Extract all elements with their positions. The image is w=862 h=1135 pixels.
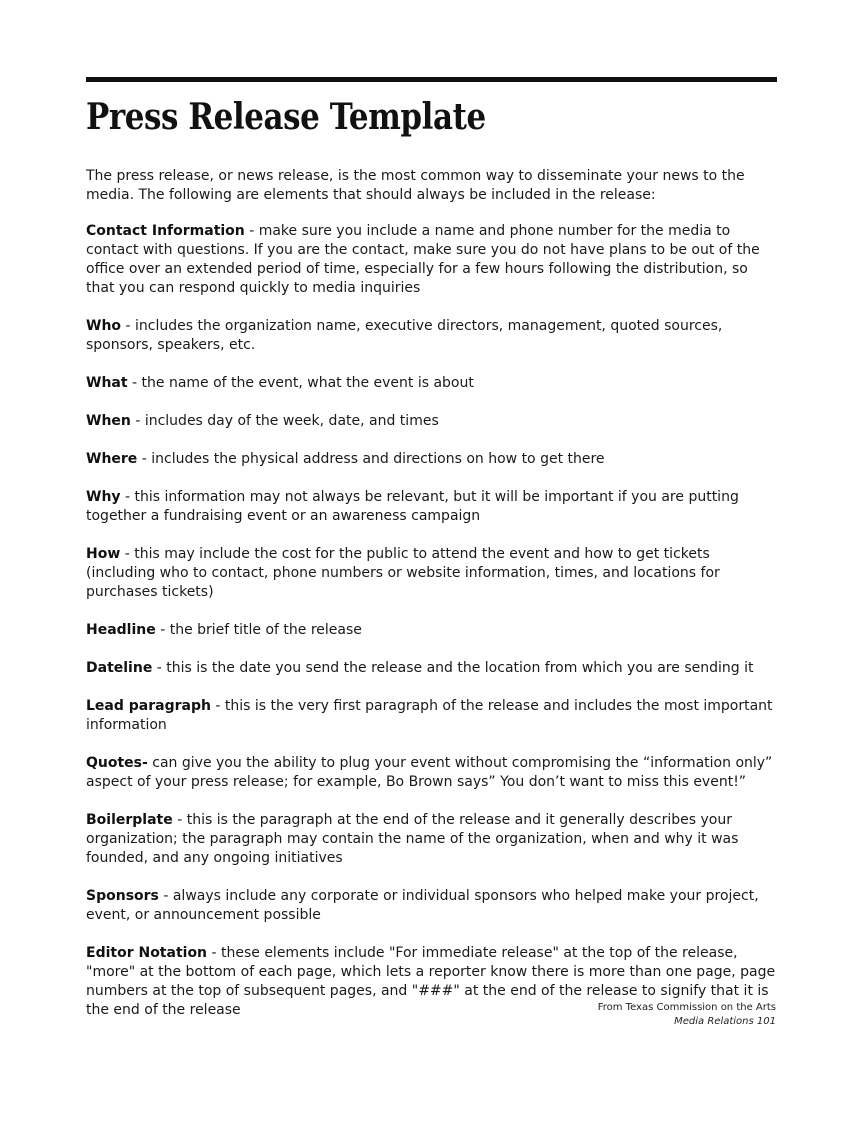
- list-item: [86, 754, 780, 792]
- list-item: [86, 450, 780, 469]
- item-description: includes day of the week, date, and times: [144, 413, 439, 429]
- item-separator: -: [152, 660, 167, 676]
- source-credit: [598, 1001, 776, 1029]
- list-item: [86, 811, 780, 868]
- list-item: [86, 317, 780, 355]
- list-item: [86, 659, 780, 678]
- item-description: this may include the cost for the public to attend the event and how to get tickets (including who to contact, phone numbers or website information, times, and locations for purchases tickets): [86, 546, 720, 600]
- item-separator: -: [210, 698, 225, 714]
- element-list: [86, 222, 780, 1020]
- item-term: Why: [86, 489, 121, 505]
- item-term: How: [86, 546, 121, 562]
- item-term: Sponsors: [86, 888, 159, 904]
- item-term: What: [86, 375, 128, 391]
- item-term: Headline: [86, 622, 156, 638]
- top-divider: [86, 77, 777, 82]
- item-term: Lead paragraph: [86, 698, 211, 714]
- item-description: make sure you include a name and phone number for the media to contact with questions. If you are the contact, make sure you do not have plans to be out of the office over an extended period of time, especially for a few hours following the distribution, so that you can respond quickly to media inquiries: [86, 223, 760, 296]
- list-item: [86, 697, 780, 735]
- list-item: [86, 887, 780, 925]
- item-separator: -: [172, 812, 187, 828]
- intro-paragraph: The press release, or news release, is the most common way to disseminate your news to the media. The following are elements that should always be included in the release:: [86, 168, 745, 203]
- source-organization: From Texas Commission on the Arts: [597, 1002, 776, 1013]
- item-description: the name of the event, what the event is about: [141, 375, 474, 391]
- source-publication: Media Relations 101: [674, 1016, 776, 1027]
- item-separator: -: [137, 451, 152, 467]
- item-separator: -: [158, 888, 173, 904]
- list-item: [86, 222, 780, 298]
- item-term: Contact Information: [86, 223, 245, 239]
- item-description: these elements include "For immediate release" at the top of the release, "more" at the bottom of each page, which lets a reporter know there is more than one page, page numbers at the top of subsequent pages, and "###" at the end of the release to signify that it is the end of the release: [86, 945, 776, 1018]
- item-separator: -: [127, 375, 142, 391]
- item-description: this information may not always be relevant, but it will be important if you are putting together a fundraising event or an awareness campaign: [86, 489, 739, 524]
- item-description: the brief title of the release: [169, 622, 362, 638]
- item-description: always include any corporate or individual sponsors who helped make your project, event, or announcement possible: [86, 888, 759, 923]
- list-item: [86, 412, 780, 431]
- item-separator: -: [121, 318, 135, 334]
- page-title: Press Release Template: [86, 96, 486, 138]
- item-description: includes the physical address and directions on how to get there: [151, 451, 605, 467]
- item-description: this is the paragraph at the end of the release and it generally describes your organization; the paragraph may contain the name of the organization, when and why it was founded, and any ongoing initiatives: [86, 812, 739, 866]
- document-body: [86, 167, 780, 1039]
- item-separator: -: [130, 413, 145, 429]
- item-description: can give you the ability to plug your event without compromising the “information only” aspect of your press release; for example, Bo Brown says” You don’t want to miss this event!”: [86, 755, 773, 790]
- list-item: [86, 545, 780, 602]
- list-item: [86, 374, 780, 393]
- item-separator: -: [120, 489, 135, 505]
- item-separator: -: [155, 622, 170, 638]
- item-separator: -: [207, 945, 221, 961]
- item-term: Dateline: [86, 660, 153, 676]
- list-item: [86, 621, 780, 640]
- item-separator: -: [120, 546, 135, 562]
- item-description: includes the organization name, executive directors, management, quoted sources, sponsors, speakers, etc.: [86, 318, 723, 353]
- item-term: When: [86, 413, 131, 429]
- item-term: Who: [86, 318, 122, 334]
- item-term: Where: [86, 451, 138, 467]
- item-separator: -: [244, 223, 259, 239]
- item-term: Editor Notation: [86, 945, 208, 961]
- item-term: Boilerplate: [86, 812, 173, 828]
- item-description: this is the very first paragraph of the release and includes the most important information: [86, 698, 773, 733]
- list-item: [86, 488, 780, 526]
- item-description: this is the date you send the release and the location from which you are sending it: [166, 660, 754, 676]
- item-term: Quotes-: [86, 755, 148, 771]
